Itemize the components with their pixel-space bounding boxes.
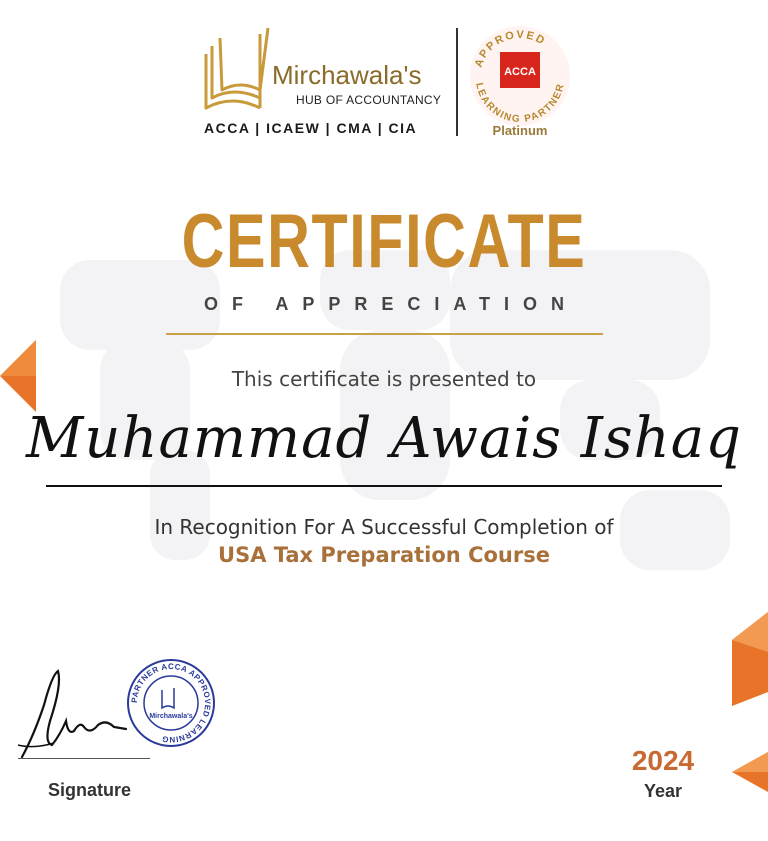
recipient-underline	[46, 485, 722, 487]
logo-divider	[456, 28, 458, 136]
certificate-subtitle: OF APPRECIATION	[203, 294, 578, 314]
acca-badge-center: ACCA	[504, 66, 536, 78]
stamp-ring-text: PARTNER ACCA APPROVED LEARNING	[129, 661, 213, 745]
year-label: Year	[643, 781, 683, 801]
right-triangle-decoration	[732, 612, 768, 706]
right-arrow-decoration	[732, 752, 768, 792]
brand-name: Mirchawala's	[272, 60, 422, 90]
svg-text:APPROVED: APPROVED	[472, 28, 548, 70]
svg-text:LEARNING PARTNER: LEARNING PARTNER	[473, 81, 567, 126]
left-triangle-decoration	[0, 340, 36, 412]
certificate-title: CERTIFICATE	[181, 199, 587, 284]
signature-label: Signature	[48, 780, 132, 800]
title-divider	[166, 333, 603, 335]
recipient-name: Muhammad Awais Ishaq	[26, 406, 742, 471]
brand-subtitle: HUB OF ACCOUNTANCY	[296, 93, 442, 107]
presented-text: This certificate is presented to	[231, 367, 537, 391]
svg-text:PARTNER ACCA APPROVED LEARNING	[130, 662, 212, 744]
signature-scribble	[14, 665, 134, 765]
partner-stamp-seal	[126, 658, 216, 748]
course-name: USA Tax Preparation Course	[218, 543, 550, 567]
open-book-icon	[200, 24, 270, 116]
stamp-center-text: Mirchawala's	[149, 713, 193, 720]
recognition-text: In Recognition For A Successful Completion of	[154, 515, 614, 539]
acca-approved-badge	[466, 22, 574, 130]
year-value: 2024	[631, 745, 695, 776]
badge-tier: Platinum	[492, 123, 548, 138]
signature-line	[18, 758, 150, 759]
qualifications-list: ACCA | ICAEW | CMA | CIA	[204, 120, 418, 136]
